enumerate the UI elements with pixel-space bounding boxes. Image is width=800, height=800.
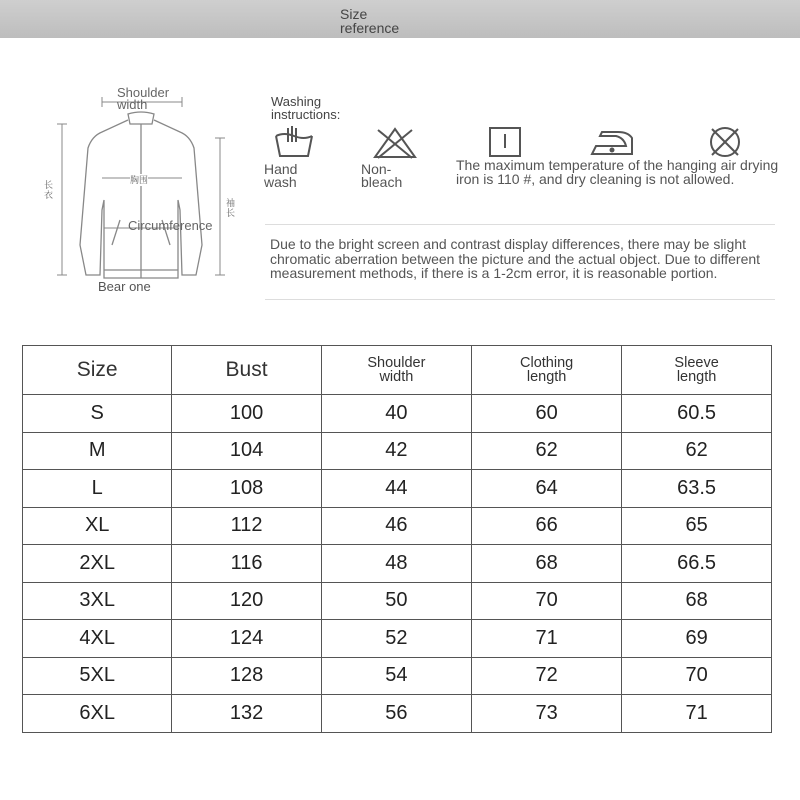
sleeve-label: 袖长 [226,198,236,218]
hand-wash-icon [272,124,316,160]
table-cell: 3XL [23,582,172,620]
table-row [23,582,772,620]
chest-label: 胸围 [130,175,149,185]
table-cell: 54 [321,657,471,695]
table-cell: 62 [472,432,622,470]
column-header-shoulder-text: Shoulder width [367,355,426,385]
table-cell: 68 [622,582,772,620]
table-cell: 68 [472,545,622,583]
table-cell: 66 [472,507,622,545]
column-header-sleeve-length-text: Sleeve length [674,355,719,385]
table-cell: 69 [622,620,772,658]
table-cell: 63.5 [622,470,772,508]
table-row [23,545,772,583]
table-cell: 5XL [23,657,172,695]
table-cell: L [23,470,172,508]
table-cell: 50 [321,582,471,620]
table-cell: M [23,432,172,470]
column-header-shoulder [321,346,471,395]
table-cell: 44 [321,470,471,508]
iron-icon [588,128,636,158]
jacket-outline-image [40,80,250,295]
column-header-clothing-length-text: Clothing length [520,355,574,385]
shoulder-width-label: Shoulder width [117,85,170,112]
table-cell: 48 [321,545,471,583]
table-row [23,620,772,658]
table-row [23,507,772,545]
disclaimer-note: Due to the bright screen and contrast display differences, there may be slight chromatic aberration between the picture and the actual object. Due to different measurement methods, if there is a 1-2cm error, it is reasonable portion. [270,236,761,281]
table-cell: 70 [472,582,622,620]
non-bleach-icon [372,126,418,160]
table-cell: 104 [172,432,321,470]
table-cell: 42 [321,432,471,470]
table-row [23,432,772,470]
table-row [23,657,772,695]
table-cell: 40 [321,395,471,433]
table-row [23,695,772,733]
table-row [23,470,772,508]
table-cell: 71 [472,620,622,658]
table-cell: 65 [622,507,772,545]
column-header-size: Size [23,346,172,395]
table-cell: 124 [172,620,321,658]
table-cell: 116 [172,545,321,583]
table-cell: 73 [472,695,622,733]
page-title: Size reference [340,6,400,36]
size-table [22,345,772,733]
bear-one-label: Bear one [98,279,151,294]
length-label: 长衣 [44,180,54,200]
table-cell: 100 [172,395,321,433]
table-cell: 72 [472,657,622,695]
no-dry-clean-icon [706,124,744,160]
washing-description: The maximum temperature of the hanging air drying iron is 110 #, and dry cleaning is not allowed. [456,157,779,187]
table-cell: 132 [172,695,321,733]
column-header-bust: Bust [172,346,321,395]
divider [265,299,775,300]
table-cell: 6XL [23,695,172,733]
table-cell: 128 [172,657,321,695]
header-bar [0,0,800,38]
column-header-sleeve-length [622,346,772,395]
table-cell: S [23,395,172,433]
iron-dot-icon [610,148,615,153]
table-cell: XL [23,507,172,545]
table-cell: 46 [321,507,471,545]
table-cell: 4XL [23,620,172,658]
table-row [23,395,772,433]
table-cell: 56 [321,695,471,733]
table-cell: 112 [172,507,321,545]
table-cell: 71 [622,695,772,733]
table-cell: 120 [172,582,321,620]
washing-title: Washing instructions: [271,94,341,122]
table-cell: 70 [622,657,772,695]
table-cell: 66.5 [622,545,772,583]
table-cell: 60 [472,395,622,433]
table-cell: 64 [472,470,622,508]
circumference-label: Circumference [128,218,213,233]
jacket-diagram [40,80,250,295]
hang-dry-icon [488,126,522,158]
divider [265,224,775,225]
table-cell: 60.5 [622,395,772,433]
table-cell: 52 [321,620,471,658]
table-header-row [23,346,772,395]
table-cell: 108 [172,470,321,508]
hand-wash-label: Hand wash [264,161,298,190]
column-header-clothing-length [472,346,622,395]
table-cell: 2XL [23,545,172,583]
non-bleach-label: Non-bleach [361,161,403,190]
table-cell: 62 [622,432,772,470]
